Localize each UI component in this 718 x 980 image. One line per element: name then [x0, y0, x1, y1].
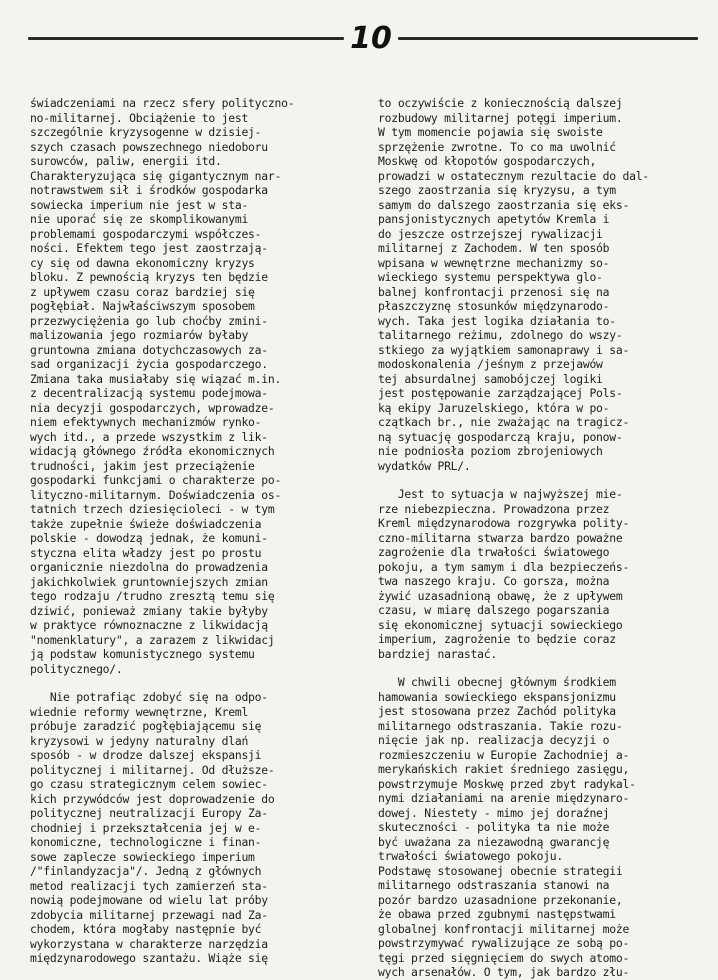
text-column-left — [30, 96, 366, 966]
header-rule-left — [28, 37, 344, 40]
paragraph: to oczywiście z koniecznością dalszej rozbudowy militarnej potęgi imperium. W tym momencie pojawia się swoiste sprzężenie zwrotne. To co ma uwolnić Moskwę od kłopotów gospodarczych, prowadzi w ostatecznym rezultacie do dal- szego zaostrzania się kryzysu, a tym samym do dalszego zaostrzania się eks- pansjonistycznych apetytów Kremla i do jeszcze ostrzejszej rywalizacji militarnej z Zachodem. W ten sposób wpisana w wewnętrzne mechanizmy so- wieckiego systemu perspektywa glo- balnej konfrontacji przenosi się na płaszczyznę stosunków międzynarodo- wych. Taka jest logika działania to- talitarnego reżimu, zdolnego do wszy- stkiego za wyjątkiem samonaprawy i sa- modoskonalenia /jeśnym z przejawów tej absurdalnej samobójczej logiki jest postępowanie zarządzającej Pols- ką ekipy Jaruzelskiego, która w po- czątkach br., nie zważając na tragicz- ną sytuację gospodarczą kraju, ponow- nie podniosła poziom zbrojeniowych wydatków PRL/. — [378, 96, 649, 473]
text-column-right — [378, 96, 694, 980]
header-rule-right — [398, 37, 698, 40]
page-header — [0, 22, 718, 56]
paragraph: Nie potrafiąc zdobyć się na odpo- wiednie reformy wewnętrzne, Kreml próbuje zaradzić pogłębiającemu się kryzysowi w jedyny naturalny dlań sposób - w drodze dalszej ekspansji politycznej i militarnej. Od dłuższe- go czasu strategicznym celem sowiec- kich przywódców jest doprowadzenie do politycznej neutralizacji Europy Za- chodniej i przekształcenia jej w e- konomiczne, technologiczne i finan- sowe zaplecze sowieckiego imperium /"finlandyzacja"/. Jedną z głównych metod realizacji tych zamierzeń sta- nowią podejmowane od wielu lat próby zdobycia militarnej przewagi nad Za- chodem, która mogłaby następnie być wykorzystana w charakterze narzędzia międzynarodowego szantażu. Wiąże się — [30, 690, 275, 965]
paragraph: świadczeniami na rzecz sfery polityczno- no-militarnej. Obciążenie to jest szczególnie kryzysogenne w dzisiej- szych czasach powszechnego niedoboru surowców, paliw, energii itd. Charakteryzująca się gigantycznym nar- notrawstwem sił i środków gospodarka sowiecka imperium nie jest w sta- nie uporać się ze skomplikowanymi problemami gospodarczymi współczes- ności. Efektem tego jest zaostrzają- cy się od dawna ekonomiczny kryzys bloku. Z pewnością kryzys ten będzie z upływem czasu coraz bardziej się pogłębiał. Najwłaściwszym sposobem przezwyciężenia go lub choćby zmini- malizowania jego rozmiarów byłaby gruntowna zmiana dotychczasowych za- sad organizacji życia gospodarczego. Zmiana taka musiałaby się wiązać m.in. z decentralizacją systemu podejmowa- nia decyzji gospodarczych, wprowadze- niem efektywnych mechanizmów rynko- wych itd., a przede wszystkim z lik- widacją głównego źródła ekonomicznych trudności, jakim jest przeciążenie gospodarki funkcjami o charakterze po- lityczno-militarnym. Doświadczenia os- tatnich trzech dziesięcioleci - w tym także zupełnie świeże doświadczenia polskie - dowodzą jednak, że komuni- styczna elita władzy jest po prostu organicznie niezdolna do prowadzenia jakichkolwiek gruntowniejszych zmian tego rodzaju /trudno zresztą temu się dziwić, ponieważ zmiany takie byłyby w praktyce równoznaczne z likwidacją "nomenklatury", a zarazem z likwidacj ją podstaw komunistycznego systemu politycznego/. — [30, 96, 295, 676]
paragraph: W chwili obecnej głównym środkiem hamowania sowieckiego ekspansjonizmu jest stosowana przez Zachód polityka militarnego odstraszania. Takie rozu- nięcie jak np. realizacja decyzji o rozmieszczeniu w Europie Zachodniej a- merykańskich rakiet średniego zasięgu, powstrzymuje Moskwę przed zbyt radykal- nymi działaniami na arenie międzynaro- dowej. Niestety - mimo jej doraźnej skuteczności - polityka ta nie może być uważana za niezawodną gwarancję trwałości światowego pokoju. Podstawę stosowanej obecnie strategii militarnego odstraszania stanowi na pozór bardzo uzasadnione przekonanie, że obawa przed zgubnymi następstwami globalnej konfrontacji militarnej może powstrzymywać rywalizujące ze sobą po- tęgi przed sięgnięciem do swych atomo- wych arsenałów. O tym, jak bardzo złu- — [378, 675, 636, 979]
paragraph: Jest to sytuacja w najwyższej mie- rze niebezpieczna. Prowadzona przez Kreml międzynarodowa rozgrywka polity- czno-militarna stwarza bardzo poważne zagrożenie dla trwałości światowego pokoju, a tym samym i dla bezpieczeńs- twa naszego kraju. Co gorsza, można żywić uzasadnioną obawę, że z upływem czasu, w miarę dalszego pogarszania się ekonomicznej sytuacji sowieckiego imperium, zagrożenie to będzie coraz bardziej narastać. — [378, 487, 630, 661]
page-number: 10 — [350, 21, 392, 56]
